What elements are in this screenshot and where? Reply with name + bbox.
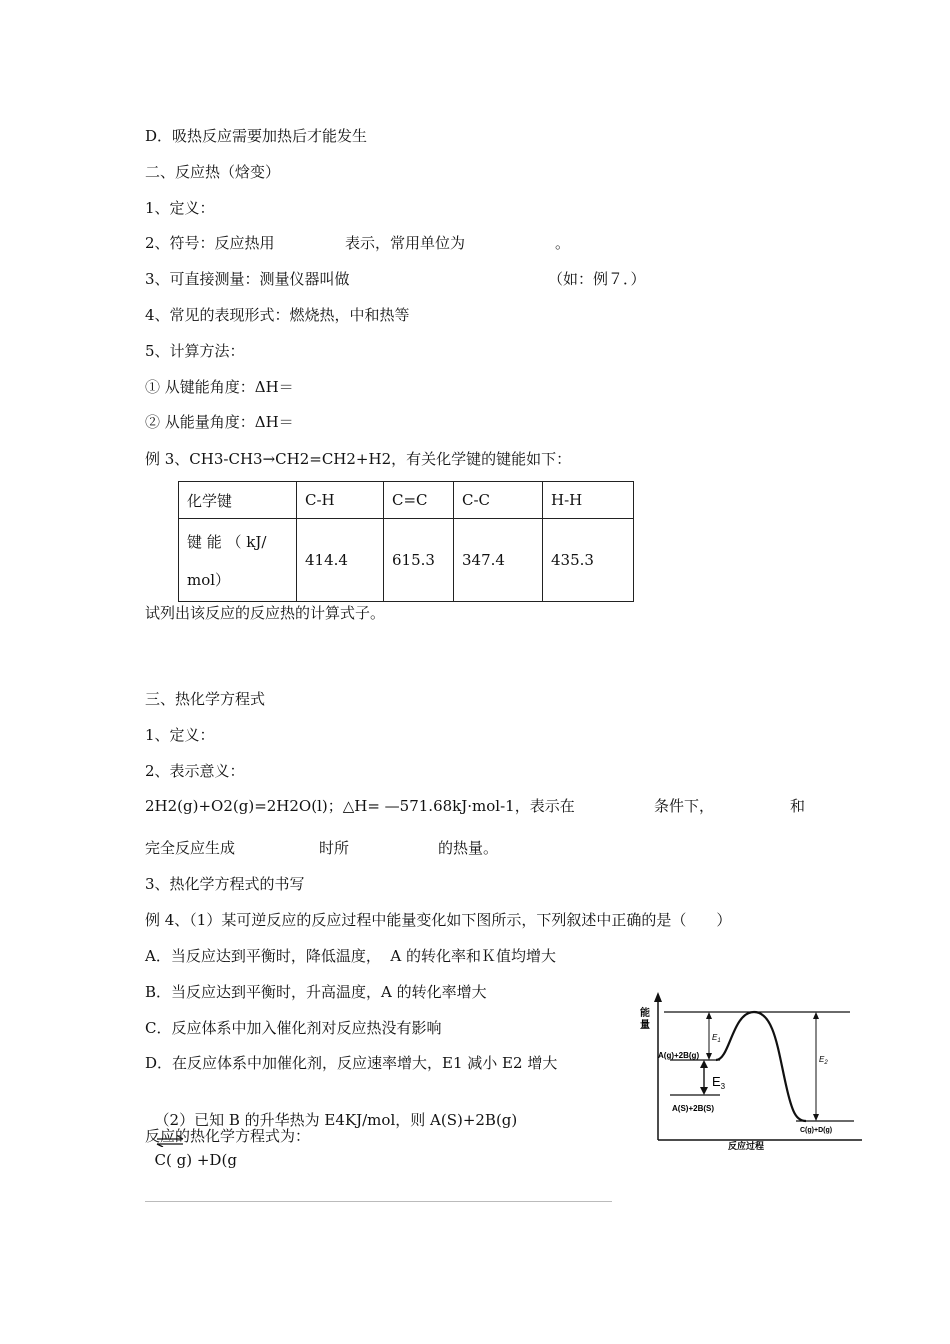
y-axis-label-1: 能 bbox=[640, 1008, 650, 1019]
footer-divider bbox=[145, 1201, 612, 1202]
x-axis-label: 反应过程 bbox=[728, 1141, 765, 1150]
e3-sub: 3 bbox=[720, 1082, 726, 1091]
table-cell: 615.3 bbox=[384, 519, 454, 602]
e1-label bbox=[712, 1033, 721, 1044]
e1-sub: 1 bbox=[717, 1038, 721, 1044]
question-2-part2: C( g) +D(g bbox=[154, 1151, 237, 1169]
equation2-part2: 时所 bbox=[319, 839, 350, 857]
example-3-question: 试列出该反应的反应热的计算式子。 bbox=[145, 604, 386, 622]
reaction-curve bbox=[716, 1012, 806, 1121]
symbol-line-part2: 表示，常用单位为 bbox=[345, 234, 466, 252]
meaning-label: 2、表示意义： bbox=[145, 762, 245, 780]
e1-arrowhead-icon bbox=[706, 1012, 712, 1019]
solid-reactants-label: A(S)+2B(S) bbox=[672, 1104, 715, 1113]
e2-label bbox=[819, 1055, 828, 1066]
e3-arrowhead-icon bbox=[700, 1060, 708, 1068]
e3-arrowhead-icon bbox=[700, 1087, 708, 1095]
table-header-row bbox=[179, 482, 634, 519]
symbol-line-part3: 。 bbox=[555, 234, 571, 252]
equation-line-part2: 条件下， bbox=[654, 797, 715, 815]
e2-arrowhead-icon bbox=[813, 1114, 819, 1121]
measure-line-part2: （如：例７．） bbox=[548, 270, 646, 288]
e1-letter: E bbox=[712, 1033, 718, 1042]
table-header-cell: C=C bbox=[384, 482, 454, 519]
e1-arrowhead-icon bbox=[706, 1053, 712, 1060]
e2-sub: 2 bbox=[824, 1060, 828, 1066]
question-2-part1: （2）已知 B 的升华热为 E4KJ/mol，则 A(S)+2B(g) bbox=[154, 1111, 518, 1129]
bond-energy-table bbox=[178, 481, 634, 602]
table-row bbox=[179, 519, 634, 602]
table-header-cell: H-H bbox=[543, 482, 634, 519]
forms-line: 4、常见的表现形式：燃烧热，中和热等 bbox=[145, 306, 410, 324]
definition-3-label: 1、定义： bbox=[145, 726, 215, 744]
symbol-line-part1: 2、符号：反应热用 bbox=[145, 234, 275, 252]
e3-letter: E bbox=[712, 1074, 721, 1089]
table-row-label bbox=[179, 519, 297, 602]
example-3-text: 例 3、CH3-CH3→CH2=CH2+H2，有关化学键的键能如下： bbox=[145, 450, 572, 468]
row-label-line2: mol） bbox=[187, 571, 231, 589]
calc-energy: ② 从能量角度：ΔH＝ bbox=[145, 413, 294, 431]
table-cell: 435.3 bbox=[543, 519, 634, 602]
calc-bond-energy: ① 从键能角度：ΔH＝ bbox=[145, 378, 294, 396]
option-b: B．当反应达到平衡时，升高温度，A 的转化率增大 bbox=[145, 983, 487, 1001]
calc-method-label: 5、计算方法： bbox=[145, 342, 245, 360]
equation2-part1: 完全反应生成 bbox=[145, 839, 236, 857]
section-2-title: 二、反应热（焓变） bbox=[145, 163, 281, 181]
table-header-cell: C-H bbox=[297, 482, 384, 519]
table-cell: 414.4 bbox=[297, 519, 384, 602]
y-axis-arrow-icon bbox=[654, 992, 662, 1002]
row-label-line1: 键 能 （ kJ/ bbox=[187, 533, 267, 551]
e2-letter: E bbox=[819, 1055, 825, 1064]
writing-label: 3、热化学方程式的书写 bbox=[145, 875, 305, 893]
option-d2: D．在反应体系中加催化剂，反应速率增大，E1 减小 E2 增大 bbox=[145, 1054, 558, 1072]
energy-profile-diagram bbox=[628, 990, 868, 1150]
products-label: C(g)+D(g) bbox=[800, 1127, 833, 1134]
section-3-title: 三、热化学方程式 bbox=[145, 690, 266, 708]
reactants-label: A(g)+2B(g) bbox=[658, 1051, 700, 1060]
measure-line-part1: 3、可直接测量：测量仪器叫做 bbox=[145, 270, 350, 288]
option-c: C．反应体系中加入催化剂对反应热没有影响 bbox=[145, 1019, 442, 1037]
equation2-part3: 的热量。 bbox=[438, 839, 499, 857]
option-a: A．当反应达到平衡时，降低温度， A 的转化率和Ｋ值均增大 bbox=[145, 947, 556, 965]
option-d-text: D．吸热反应需要加热后才能发生 bbox=[145, 127, 368, 145]
definition-label: 1、定义： bbox=[145, 199, 215, 217]
table-header-cell: 化学键 bbox=[179, 482, 297, 519]
e2-arrowhead-icon bbox=[813, 1012, 819, 1019]
y-axis-label-2: 量 bbox=[640, 1020, 650, 1031]
table-header-cell: C-C bbox=[454, 482, 543, 519]
equation-line-part3: 和 bbox=[790, 797, 806, 815]
table-cell: 347.4 bbox=[454, 519, 543, 602]
e3-label bbox=[712, 1074, 726, 1091]
equation-line-part1: 2H2(g)+O2(g)=2H2O(l)；△H= —571.68kJ·mol-1，表示在 bbox=[145, 797, 575, 815]
example-4-text: 例 4、（1）某可逆反应的反应过程中能量变化如下图所示，下列叙述中正确的是（ ） bbox=[145, 911, 732, 929]
question-2-answer-label: 反应的热化学方程式为： bbox=[145, 1127, 311, 1145]
